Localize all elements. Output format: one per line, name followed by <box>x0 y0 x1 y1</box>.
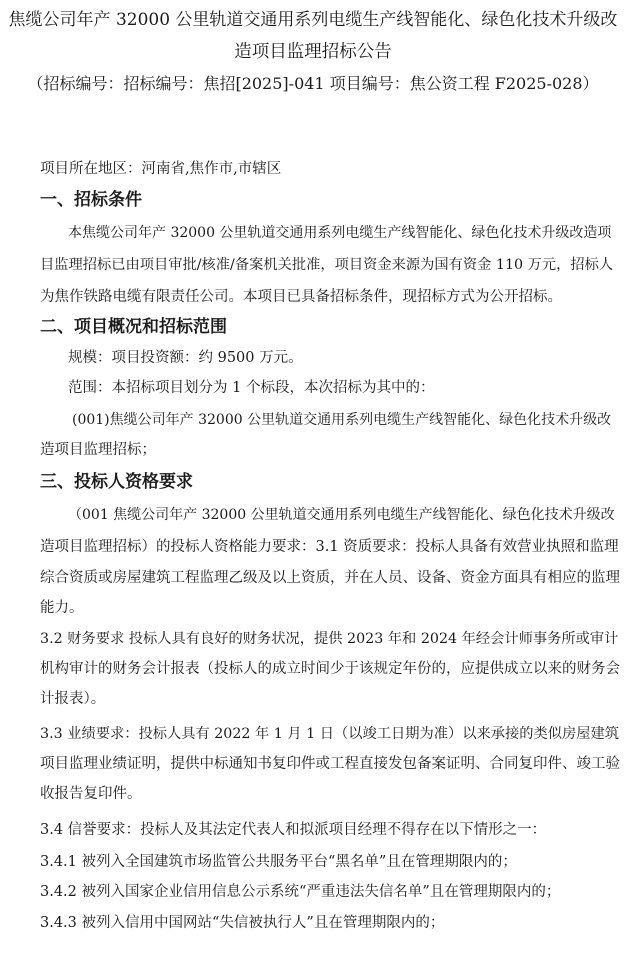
section-3-line: 3.3 业绩要求：投标人具有 2022 年 1 月 1 日（以竣工日期为准）以来承接的类似房屋建筑 <box>40 726 620 742</box>
section-1-line: 为焦作铁路电缆有限责任公司。本项目已具备招标条件，现招标方式为公开招标。 <box>40 289 562 305</box>
title-line-2: 造项目监理招标公告 <box>234 42 392 62</box>
section-3-line: 能力。 <box>40 600 84 616</box>
section-3-line: 3.4 信誉要求：投标人及其法定代表人和拟派项目经理不得存在以下情形之一： <box>40 822 547 838</box>
section-3-line: （001 焦缆公司年产 32000 公里轨道交通用系列电缆生产线智能化、绿色化技术升级改 <box>68 507 615 523</box>
section-3-line: 3.4.2 被列入国家企业信用信息公示系统“严重违法失信名单”且在管理期限内的； <box>40 884 561 900</box>
tender-number-line: （招标编号：招标编号：焦招[2025]-041 项目编号：焦公资工程 F2025-028） <box>27 74 599 93</box>
section-2-line: 规模：项目投资额：约 9500 万元。 <box>68 350 303 366</box>
section-1-line: 本焦缆公司年产 32000 公里轨道交通用系列电缆生产线智能化、绿色化技术升级改造项 <box>68 225 612 241</box>
section-1-line: 目监理招标已由项目审批/核准/备案机关批准，项目资金来源为国有资金 110 万元，招标人 <box>40 257 614 273</box>
section-3-line: 综合资质或房屋建筑工程监理乙级及以上资质，并在人员、设备、资金方面具有相应的监理 <box>40 570 620 586</box>
section-3-line: 3.4.1 被列入全国建筑市场监管公共服务平台“黑名单”且在管理期限内的； <box>40 854 517 870</box>
section-3-line: 收报告复印件。 <box>40 786 142 802</box>
section-3-line: 项目监理业绩证明，提供中标通知书复印件或工程直接发包备案证明、合同复印件、竣工验 <box>40 756 620 772</box>
section-heading-1: 一、招标条件 <box>40 190 142 210</box>
section-heading-3: 三、投标人资格要求 <box>40 472 193 492</box>
section-3-line: 3.2 财务要求 投标人具有良好的财务状况，提供 2023 年和 2024 年经会计师事务所或审计 <box>40 631 619 647</box>
section-3-line: 3.4.3 被列入信用中国网站“失信被执行人”且在管理期限内的； <box>40 915 445 931</box>
section-2-line: (001)焦缆公司年产 32000 公里轨道交通用系列电缆生产线智能化、绿色化技术升级改 <box>72 412 612 428</box>
section-2-line: 范围：本招标项目划分为 1 个标段，本次招标为其中的： <box>68 380 435 396</box>
section-2-line: 造项目监理招标； <box>40 442 156 458</box>
project-location: 项目所在地区：河南省,焦作市,市辖区 <box>40 161 282 177</box>
section-3-line: 计报表）。 <box>40 691 106 707</box>
section-3-line: 造项目监理招标）的投标人资格能力要求：3.1 资质要求：投标人具备有效营业执照和监理 <box>40 539 619 555</box>
title-line-1: 焦缆公司年产 32000 公里轨道交通用系列电缆生产线智能化、绿色化技术升级改 <box>8 10 618 30</box>
section-3-line: 机构审计的财务会计报表（投标人的成立时间少于该规定年份的，应提供成立以来的财务会 <box>40 661 620 677</box>
section-heading-2: 二、项目概况和招标范围 <box>40 317 227 337</box>
